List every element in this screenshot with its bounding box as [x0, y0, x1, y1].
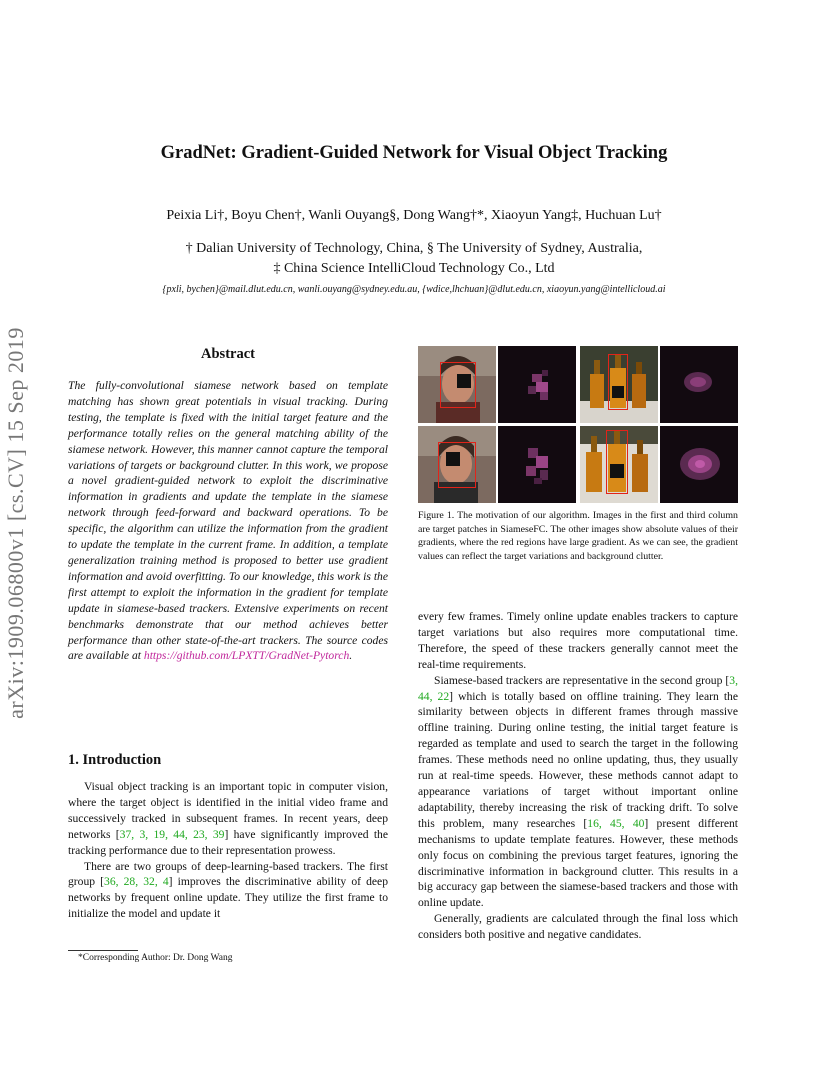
left-column-text — [68, 779, 388, 922]
citation[interactable]: 16, 45, 40 — [587, 816, 645, 830]
citation[interactable]: 3, 44, 22 — [418, 673, 738, 703]
target-patch-face-2 — [418, 426, 496, 503]
gradient-map — [498, 426, 576, 503]
footnote-rule — [68, 950, 138, 951]
target-patch-face-1 — [418, 346, 496, 423]
target-box — [606, 430, 628, 494]
citation[interactable]: 37, 3, 19, 44, 23, 39 — [119, 827, 225, 841]
target-box — [608, 354, 628, 410]
target-box — [440, 362, 476, 408]
paragraph: Visual object tracking is an important topic in computer vision, where the target object is identified in the initial video frame and successively tracked in subsequent frames. In recent years, deep networks [37, 3, 19, 44, 23, 39] have significantly improved the tracking performance due to their representation prowess. — [68, 780, 388, 857]
author-emails: {pxli, bychen}@mail.dlut.edu.cn, wanli.ouyang@sydney.edu.au, {wdice,lhchuan}@dlut.edu.cn, xiaoyun.yang@intellicloud.ai — [162, 284, 666, 295]
figure-1 — [418, 346, 738, 503]
affiliation-line-2: ‡ China Science IntelliCloud Technology Co., Ltd — [273, 261, 555, 276]
code-link[interactable]: https://github.com/LPXTT/GradNet-Pytorch — [143, 649, 350, 663]
abstract-end: . — [349, 649, 353, 663]
gradient-map — [660, 426, 738, 503]
arxiv-stamp: arXiv:1909.06800v1 [cs.CV] 15 Sep 2019 — [3, 327, 28, 719]
paragraph: Siamese-based trackers are representative in the second group [3, 44, 22] which is totally based on offline training. They learn the similarity between objects in different frames through massive offline training. During online testing, the initial target feature is regarded as template and used to search the target in the following frames. These methods need no online updating, thus, they usually run at real-time speeds. However, these methods cannot adapt to appearance variations of target without important online adaptability, thereby increasing the risk of tracking drift. To solve this problem, many researches [16, 45, 40] present different mechanisms to update template features. However, these methods only focus on combining the previous target features, ignoring the discriminative information in background clutter. This results in a big accuracy gap between the siamese-based trackers and those with online update. — [418, 673, 738, 910]
target-box — [438, 442, 476, 488]
footnote: *Corresponding Author: Dr. Dong Wang — [78, 953, 233, 963]
paper-title: GradNet: Gradient-Guided Network for Visual Object Tracking — [160, 143, 668, 163]
paragraph: every few frames. Timely online update enables trackers to capture target variations but also requires more computational time. Therefore, the speed of these trackers generally cannot meet the real-time requirements. — [418, 610, 738, 671]
section-heading-introduction: 1. Introduction — [68, 752, 162, 768]
abstract-body — [68, 378, 388, 664]
author-list: Peixia Li†, Boyu Chen†, Wanli Ouyang§, Dong Wang†*, Xiaoyun Yang‡, Huchuan Lu† — [166, 208, 662, 223]
citation[interactable]: 36, 28, 32, 4 — [104, 875, 169, 889]
target-patch-bottles-1 — [580, 346, 658, 423]
abstract-heading: Abstract — [201, 346, 255, 362]
abstract-text: The fully-convolutional siamese network based on template matching has shown great potentials in visual tracking. During testing, the template is fixed with the initial target feature and the performance totally relies on the general matching ability of the siamese network. However, this manner cannot capture the temporal variations of targets or background clutter. In this work, we propose a novel gradient-guided network to exploit the discriminative information in gradients and update the template in the siamese network through feed-forward and backward operations. To be specific, the algorithm can utilize the information from the gradient to update the template in the current frame. In addition, a template generalization training method is proposed to better use gradient information and avoid overfitting. To our knowledge, this work is the first attempt to exploit the information in the gradient for template update in siamese-based trackers. Extensive experiments on recent benchmarks demonstrate that our method achieves better performance than other state-of-the-art trackers. The source codes are available at — [68, 379, 388, 663]
paragraph: Generally, gradients are calculated through the final loss which considers both positive and negative candidates. — [418, 912, 738, 942]
right-column-text — [418, 609, 738, 943]
affiliation-line-1: † Dalian University of Technology, China, § The University of Sydney, Australia, — [185, 241, 643, 256]
gradient-map — [498, 346, 576, 423]
target-patch-bottles-2 — [580, 426, 658, 503]
gradient-map — [660, 346, 738, 423]
paragraph: There are two groups of deep-learning-based trackers. The first group [36, 28, 32, 4] improves the discriminative ability of deep networks by frequent online update. They utilize the first frame to initialize the model and update it — [68, 859, 389, 921]
figure-caption: Figure 1. The motivation of our algorithm. Images in the first and third column are target patches in SiameseFC. The other images show absolute values of their gradients, where the red regions have large gradient. As we can see, the gradient values can reflect the target variations and background clutter. — [418, 510, 738, 562]
